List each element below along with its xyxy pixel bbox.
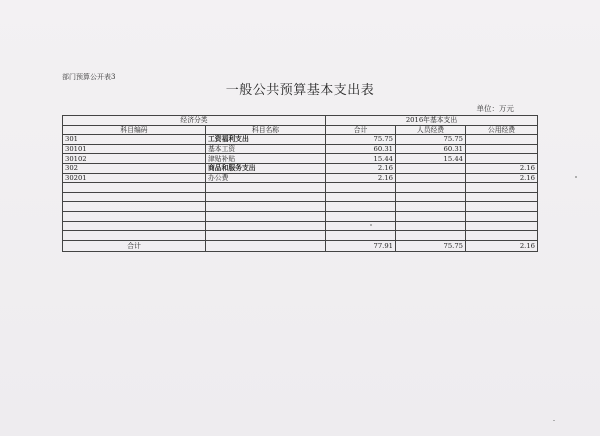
cell-name: 津贴补贴 <box>206 154 326 164</box>
cell-personnel <box>396 163 466 173</box>
col-header-code: 科目编码 <box>63 125 206 135</box>
cell-public <box>466 154 538 164</box>
cell-code: 30201 <box>63 173 206 183</box>
cell-public <box>466 192 538 202</box>
column-header-row <box>63 125 538 135</box>
cell-name: 工资福利支出 <box>206 135 326 145</box>
cell-total <box>326 231 396 241</box>
total-personnel: 75.75 <box>396 240 466 252</box>
col-header-total: 合计 <box>326 125 396 135</box>
cell-personnel <box>396 221 466 231</box>
cell-public: 2.16 <box>466 173 538 183</box>
scan-speck <box>575 176 577 178</box>
unit-label: 单位：万元 <box>476 104 514 113</box>
group-header-economic: 经济分类 <box>63 116 326 126</box>
table-row <box>63 202 538 212</box>
budget-table <box>62 115 538 252</box>
cell-total <box>326 211 396 221</box>
cell-personnel <box>396 183 466 193</box>
cell-total: 2.16 <box>326 173 396 183</box>
cell-personnel: 75.75 <box>396 135 466 145</box>
group-header-year: 2016年基本支出 <box>326 116 538 126</box>
scan-speck <box>370 224 372 226</box>
cell-total: 60.31 <box>326 144 396 154</box>
cell-personnel <box>396 211 466 221</box>
page-title: 一般公共预算基本支出表 <box>225 83 375 98</box>
cell-code <box>63 192 206 202</box>
cell-total: 15.44 <box>326 154 396 164</box>
cell-name <box>206 202 326 212</box>
cell-name: 商品和服务支出 <box>206 163 326 173</box>
cell-personnel <box>396 173 466 183</box>
table-row <box>63 192 538 202</box>
cell-total <box>326 202 396 212</box>
total-name-empty <box>206 240 326 252</box>
cell-code: 30102 <box>63 154 206 164</box>
cell-total <box>326 192 396 202</box>
col-header-personnel: 人员经费 <box>396 125 466 135</box>
cell-code <box>63 231 206 241</box>
cell-public <box>466 135 538 145</box>
cell-name <box>206 221 326 231</box>
total-row <box>63 240 538 252</box>
cell-public <box>466 231 538 241</box>
table-row <box>63 173 538 183</box>
table-row <box>63 135 538 145</box>
cell-code <box>63 221 206 231</box>
group-header-row <box>63 116 538 126</box>
cell-name <box>206 231 326 241</box>
cell-name: 办公费 <box>206 173 326 183</box>
cell-total: 75.75 <box>326 135 396 145</box>
cell-name <box>206 183 326 193</box>
cell-code <box>63 211 206 221</box>
table-row <box>63 183 538 193</box>
col-header-name: 科目名称 <box>206 125 326 135</box>
form-number: 部门预算公开表3 <box>62 73 116 81</box>
cell-total <box>326 183 396 193</box>
cell-name <box>206 192 326 202</box>
cell-total <box>326 221 396 231</box>
cell-personnel <box>396 202 466 212</box>
scan-speck <box>553 420 555 421</box>
cell-code <box>63 202 206 212</box>
total-sum: 77.91 <box>326 240 396 252</box>
cell-public: 2.16 <box>466 163 538 173</box>
cell-code: 301 <box>63 135 206 145</box>
cell-code: 30101 <box>63 144 206 154</box>
cell-public <box>466 144 538 154</box>
table-row <box>63 221 538 231</box>
table-row <box>63 231 538 241</box>
cell-public <box>466 211 538 221</box>
cell-public <box>466 221 538 231</box>
cell-total: 2.16 <box>326 163 396 173</box>
table-row <box>63 144 538 154</box>
cell-code <box>63 183 206 193</box>
cell-public <box>466 202 538 212</box>
table-row <box>63 154 538 164</box>
cell-public <box>466 183 538 193</box>
col-header-public: 公用经费 <box>466 125 538 135</box>
cell-personnel: 60.31 <box>396 144 466 154</box>
table-row <box>63 163 538 173</box>
cell-name: 基本工资 <box>206 144 326 154</box>
cell-personnel <box>396 231 466 241</box>
cell-code: 302 <box>63 163 206 173</box>
total-public: 2.16 <box>466 240 538 252</box>
cell-personnel <box>396 192 466 202</box>
total-label: 合计 <box>63 240 206 252</box>
cell-personnel: 15.44 <box>396 154 466 164</box>
table-row <box>63 211 538 221</box>
cell-name <box>206 211 326 221</box>
